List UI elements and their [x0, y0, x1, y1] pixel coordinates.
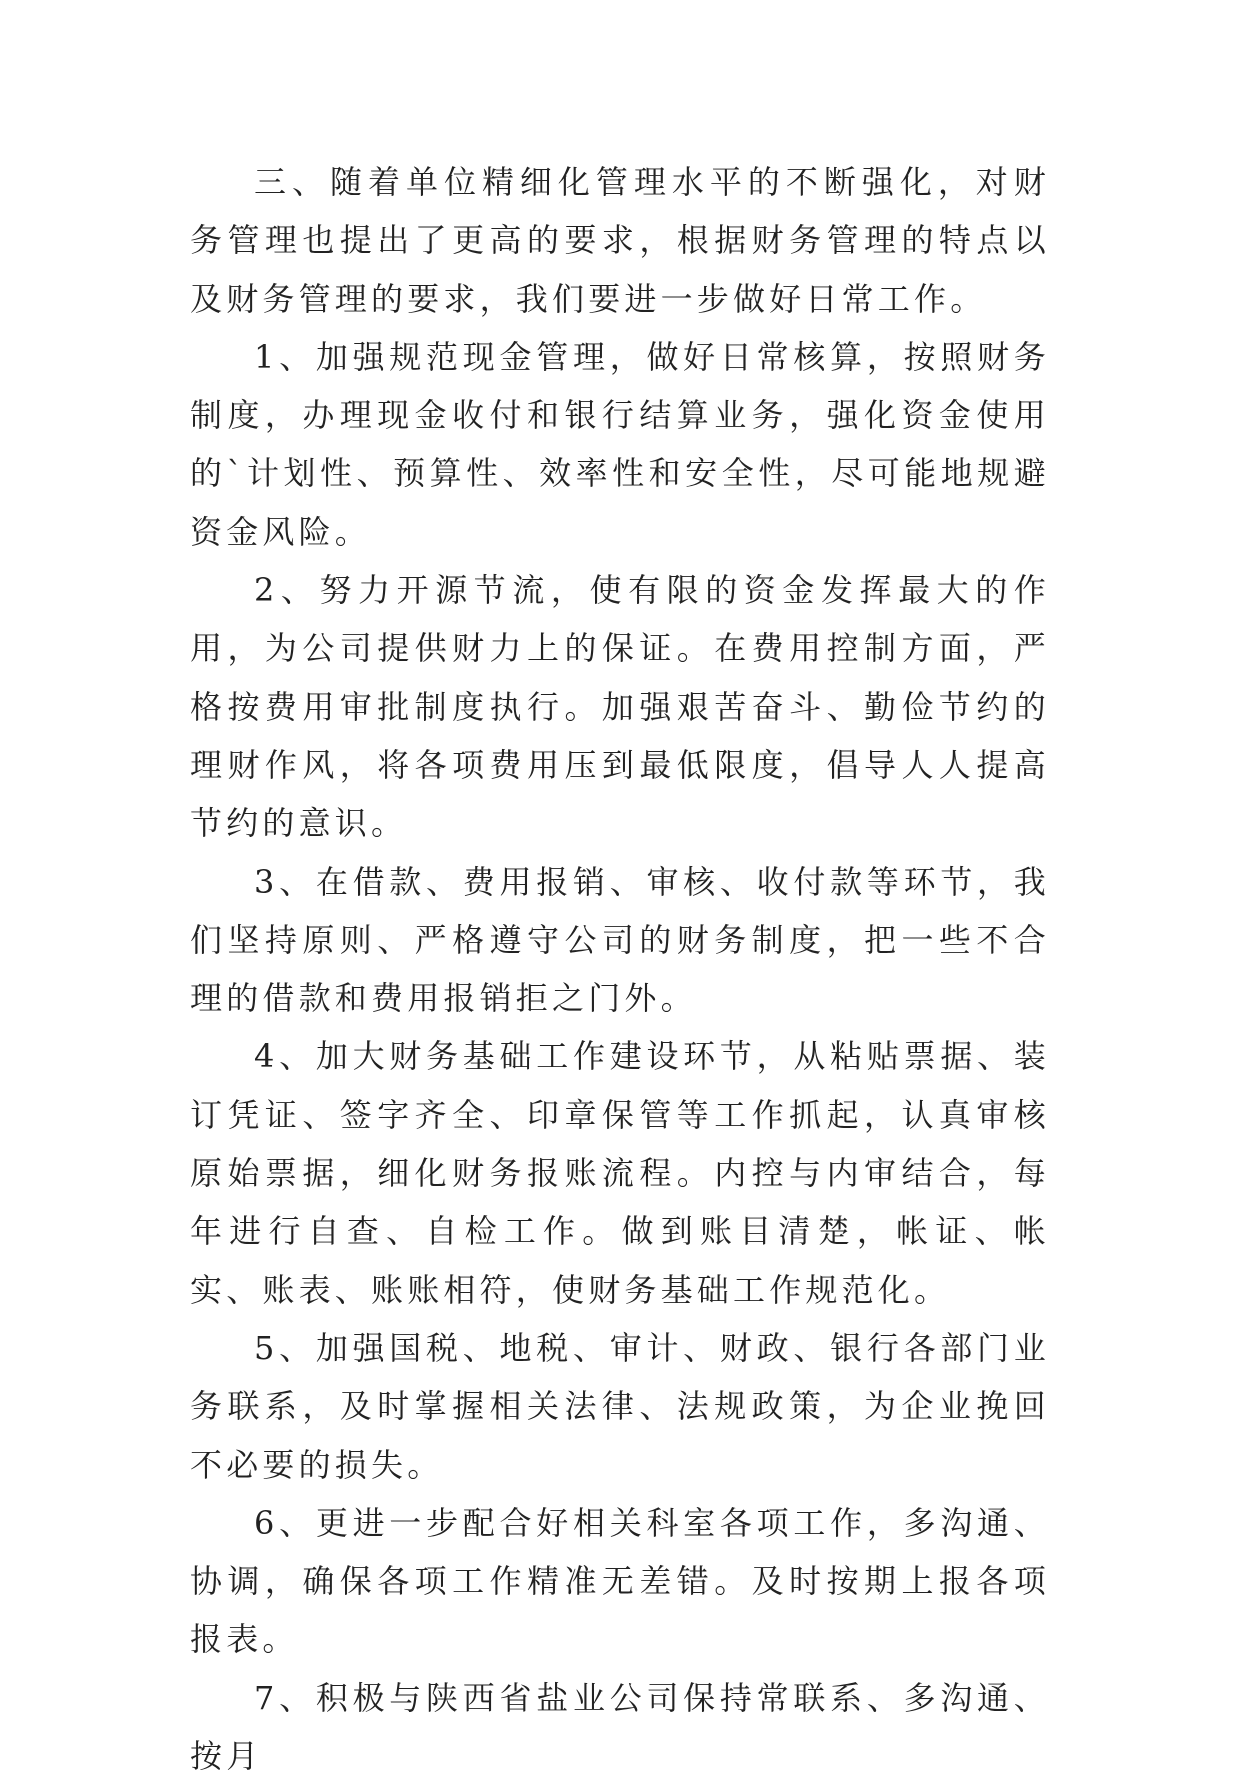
- paragraph-item-6: 6、更进一步配合好相关科室各项工作，多沟通、协调，确保各项工作精准无差错。及时按期上报各项报表。: [190, 1503, 1050, 1659]
- paragraph-item-3: 3、在借款、费用报销、审核、收付款等环节，我们坚持原则、严格遵守公司的财务制度，把一些不合理的借款和费用报销拒之门外。: [190, 862, 1050, 1018]
- paragraph-item-4: 4、加大财务基础工作建设环节，从粘贴票据、装订凭证、签字齐全、印章保管等工作抓起，认真审核原始票据，细化财务报账流程。内控与内审结合，每年进行自查、自检工作。做到账目清楚，帐证、帐实、账表、账账相符，使财务基础工作规范化。: [190, 1037, 1050, 1309]
- paragraph-item-1: 1、加强规范现金管理，做好日常核算，按照财务制度，办理现金收付和银行结算业务，强化资金使用的`计划性、预算性、效率性和安全性，尽可能地规避资金风险。: [190, 337, 1050, 551]
- paragraph-item-5: 5、加强国税、地税、审计、财政、银行各部门业务联系，及时掌握相关法律、法规政策，为企业挽回不必要的损失。: [190, 1328, 1050, 1484]
- document-body: [190, 153, 1050, 1785]
- paragraph-item-2: 2、努力开源节流，使有限的资金发挥最大的作用，为公司提供财力上的保证。在费用控制方面，严格按费用审批制度执行。加强艰苦奋斗、勤俭节约的理财作风，将各项费用压到最低限度，倡导人人提高节约的意识。: [190, 571, 1050, 843]
- paragraph-item-7: 7、积极与陕西省盐业公司保持常联系、多沟通、按月: [190, 1678, 1050, 1776]
- paragraph-section-three: 三、随着单位精细化管理水平的不断强化，对财务管理也提出了更高的要求，根据财务管理的特点以及财务管理的要求，我们要进一步做好日常工作。: [190, 163, 1050, 318]
